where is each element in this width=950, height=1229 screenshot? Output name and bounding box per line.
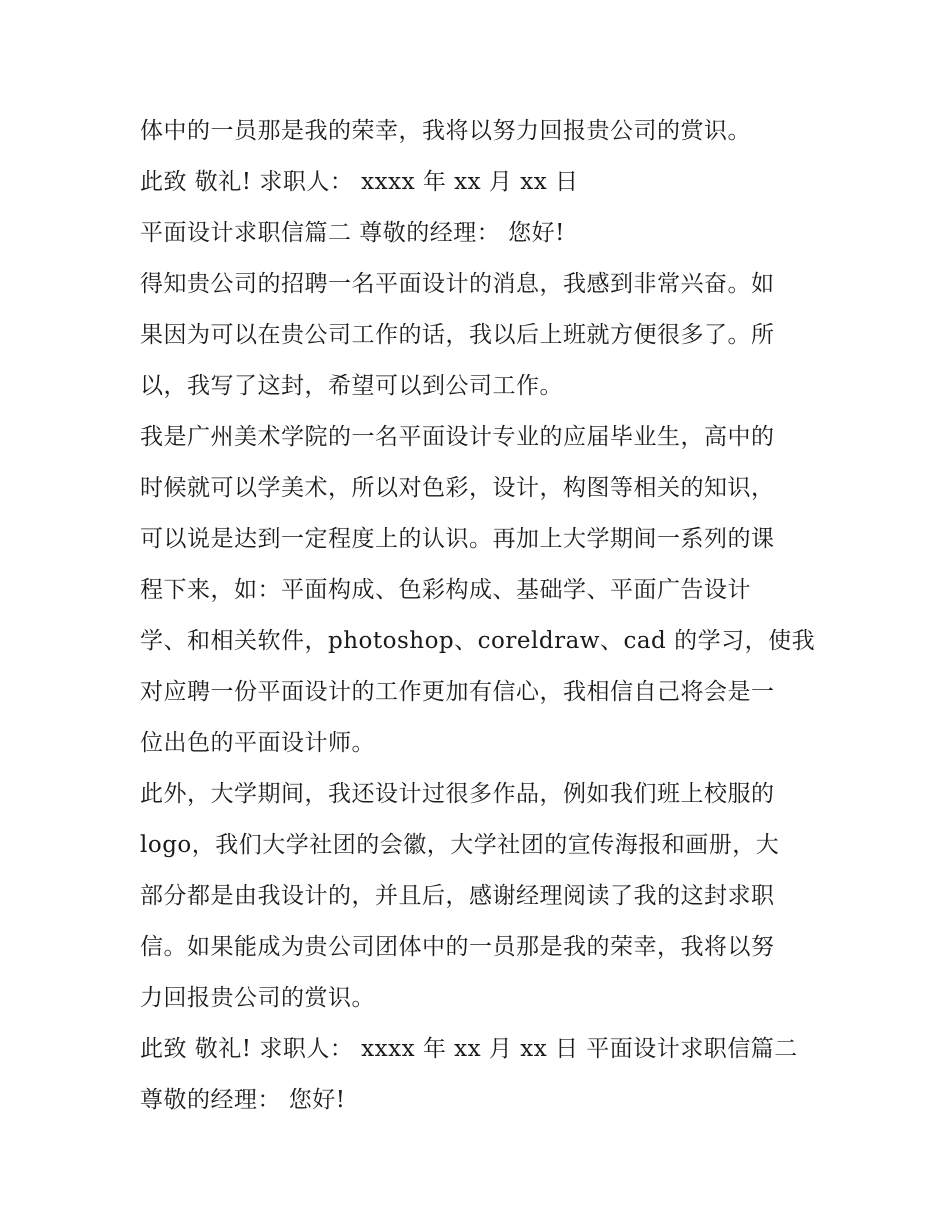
text-line: 学、和相关软件，photoshop、coreldraw、cad 的学习，使我 xyxy=(140,628,816,654)
text-line: 信。如果能成为贵公司团体中的一员那是我的荣幸，我将以努 xyxy=(140,934,775,960)
text-line: 时候就可以学美术，所以对色彩，设计，构图等相关的知识， xyxy=(140,475,775,501)
text-line: 程下来，如：平面构成、色彩构成、基础学、平面广告设计 xyxy=(140,577,751,603)
text-line: 位出色的平面设计师。 xyxy=(140,730,375,756)
text-line: 力回报贵公司的赏识。 xyxy=(140,985,375,1011)
text-line: 此致 敬礼! 求职人： xxxx 年 xx 月 xx 日 xyxy=(140,169,579,195)
text-line: 此外，大学期间，我还设计过很多作品，例如我们班上校服的 xyxy=(140,781,775,807)
text-line: 得知贵公司的招聘一名平面设计的消息，我感到非常兴奋。如 xyxy=(140,271,775,297)
text-line: 平面设计求职信篇二 尊敬的经理： 您好! xyxy=(140,220,565,246)
text-line: 我是广州美术学院的一名平面设计专业的应届毕业生，高中的 xyxy=(140,424,775,450)
text-line: 此致 敬礼! 求职人： xxxx 年 xx 月 xx 日 平面设计求职信篇二 xyxy=(140,1036,798,1062)
document-body xyxy=(140,106,820,1126)
text-line: 尊敬的经理： 您好! xyxy=(140,1087,346,1113)
text-line: 部分都是由我设计的，并且后，感谢经理阅读了我的这封求职 xyxy=(140,883,775,909)
text-line: 可以说是达到一定程度上的认识。再加上大学期间一系列的课 xyxy=(140,526,775,552)
text-line: 以，我写了这封，希望可以到公司工作。 xyxy=(140,373,563,399)
text-line: 果因为可以在贵公司工作的话，我以后上班就方便很多了。所 xyxy=(140,322,775,348)
text-line: 体中的一员那是我的荣幸，我将以努力回报贵公司的赏识。 xyxy=(140,118,751,144)
text-line: logo，我们大学社团的会徽，大学社团的宣传海报和画册，大 xyxy=(140,832,780,858)
text-line: 对应聘一份平面设计的工作更加有信心，我相信自己将会是一 xyxy=(140,679,775,705)
